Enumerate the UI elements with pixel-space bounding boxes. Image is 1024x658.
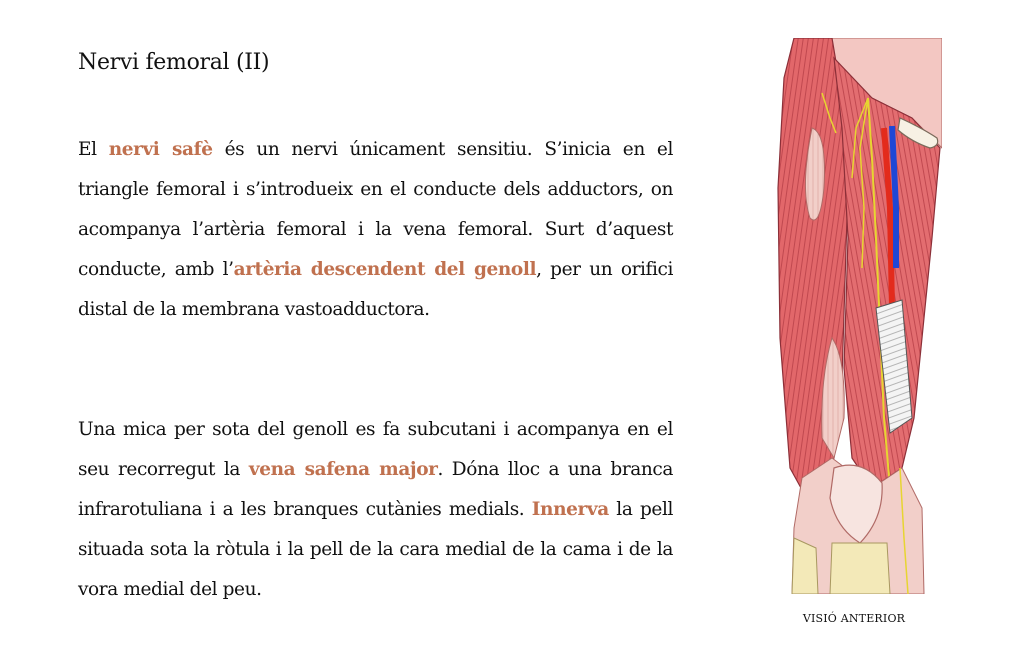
text-run: Una mica per sota del genoll es fa subcutani i acompanya en el seu recorregut la xyxy=(78,419,673,480)
text-run: El xyxy=(78,139,109,160)
text-run: la pell situada sota la ròtula i la pell de la cara medial de la cama i de la vora medial del peu. xyxy=(78,499,673,600)
term-descending-genicular-artery: artèria descendent del genoll xyxy=(233,259,537,280)
paragraph-saphenous-course xyxy=(78,410,673,610)
term-great-saphenous-vein: vena safena major xyxy=(248,459,438,480)
thigh-anatomy-illustration xyxy=(772,38,942,594)
figure-caption: VISIÓ ANTERIOR xyxy=(802,612,906,625)
text-run: és un nervi únicament sensitiu. S’inicia en el triangle femoral i s’introdueix en el conducte dels adductors, on acompanya l’artèria femoral i la vena femoral. Surt d’aquest conducte, amb l’ xyxy=(78,139,673,280)
text-run: , per un orifici distal de la membrana vastoadductora. xyxy=(78,259,673,320)
tibia xyxy=(830,543,890,594)
term-innervates: Innerva xyxy=(531,499,609,520)
term-saphenous-nerve: nervi safè xyxy=(108,139,213,160)
paragraph-saphenous-origin xyxy=(78,130,673,330)
text-run: . Dóna lloc a una branca infrarotuliana i a les branques cutànies medials. xyxy=(78,459,674,520)
page-title: Nervi femoral (II) xyxy=(78,50,270,75)
